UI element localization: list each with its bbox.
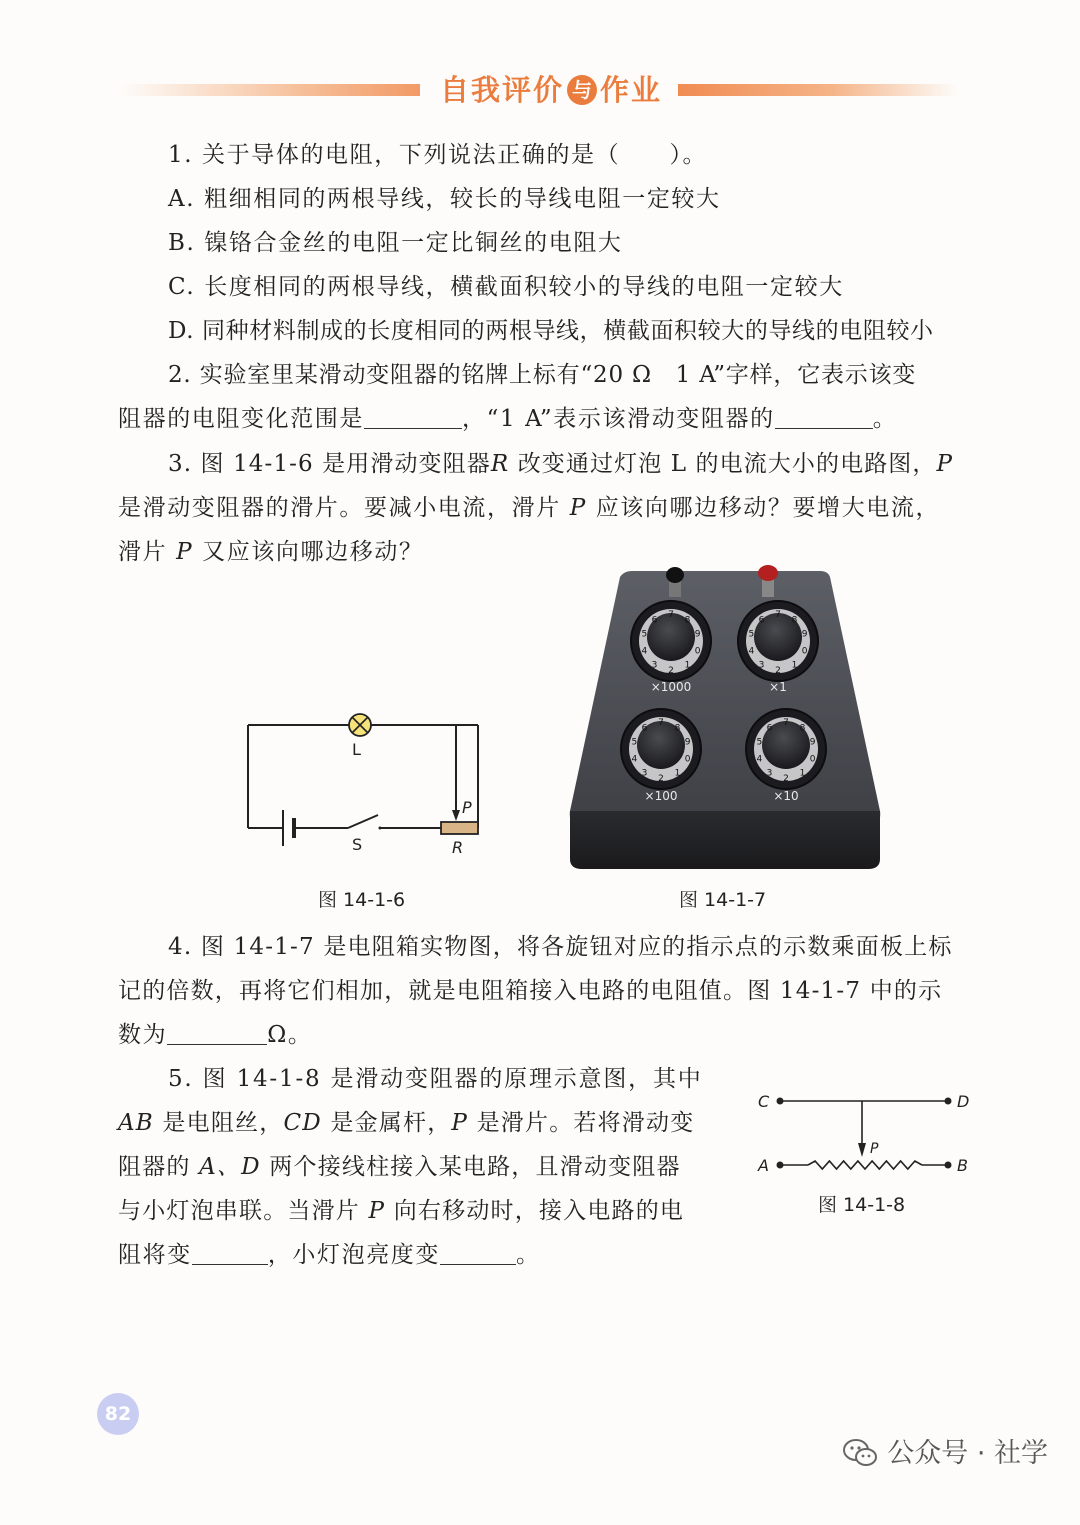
section-header <box>0 70 1080 110</box>
terminal-b-dot <box>945 1162 952 1169</box>
dial-1-digit: 7 <box>668 610 674 620</box>
watermark-text: 公众号 · 社学 <box>887 1438 1048 1469</box>
dial-1-digit: 3 <box>651 660 658 671</box>
dial-1-digit: 1 <box>684 660 691 671</box>
q3-var-p3: P <box>176 539 194 565</box>
q5-var-cd: CD <box>283 1110 322 1136</box>
q5-var-p2: P <box>368 1198 386 1224</box>
section-title <box>440 70 662 110</box>
wiper-arrow <box>452 810 460 821</box>
dial-1-digit: 8 <box>684 615 691 626</box>
q2-text-b: ，“1 A”表示该滑动变阻器的 <box>462 406 775 432</box>
q5-var-ad: A、D <box>199 1154 261 1180</box>
q4-blank <box>167 1022 267 1045</box>
box-panel <box>570 571 881 827</box>
label-p: P <box>870 1141 879 1157</box>
q3-line-1 <box>168 449 953 479</box>
q5-line-4 <box>118 1196 684 1226</box>
terminal-c-dot <box>777 1098 784 1105</box>
fig6-caption: 图 14-1-6 <box>318 889 406 911</box>
q5-text-j: 。 <box>516 1242 541 1268</box>
dial-4-digit: 3 <box>766 768 773 779</box>
dial-3-digit: 7 <box>658 718 664 728</box>
dial-4-digit: 8 <box>799 723 806 734</box>
rheostat-principle-diagram <box>752 1085 982 1185</box>
watermark <box>843 1434 1048 1474</box>
box-base <box>570 811 880 869</box>
dial-1-label: ×1000 <box>650 680 692 694</box>
q3-var-p2: P <box>569 495 587 521</box>
q5-var-p: P <box>451 1110 469 1136</box>
q2-blank-1 <box>364 406 462 429</box>
label-c: C <box>758 1092 770 1111</box>
wechat-icon <box>843 1438 877 1468</box>
q3-text-b: 改变通过灯泡 L 的电流大小的电路图， <box>509 451 937 477</box>
q5-line-3 <box>118 1152 681 1182</box>
dial-2-digit: 4 <box>748 646 755 657</box>
label-a: A <box>758 1156 769 1175</box>
q2-line-2 <box>118 404 897 434</box>
dial-4-digit: 9 <box>809 737 816 748</box>
dial-2-digit: 5 <box>748 629 755 640</box>
q1-stem: 1. 关于导体的电阻，下列说法正确的是（ ）。 <box>168 142 708 168</box>
dial-1-digit: 2 <box>668 666 674 676</box>
dial-3-digit: 8 <box>674 723 681 734</box>
q3-text-e: 滑片 <box>118 539 177 565</box>
dial-3-digit: 5 <box>631 737 638 748</box>
q4-text-b: Ω。 <box>267 1022 313 1048</box>
q5-blank-1 <box>192 1242 268 1265</box>
q3-line-3 <box>118 537 424 567</box>
dial-4-digit: 5 <box>756 737 763 748</box>
q1-option-d: D. 同种材料制成的长度相同的两根导线，横截面积较大的导线的电阻较小 <box>168 318 934 344</box>
q3-var-p: P <box>936 451 954 477</box>
circuit-diagram <box>230 700 500 870</box>
dial-2-digit: 9 <box>801 629 808 640</box>
page-number: 82 <box>97 1393 139 1435</box>
dial-1-digit: 4 <box>641 646 648 657</box>
q2-line-1: 2. 实验室里某滑动变阻器的铭牌上标有“20 Ω 1 A”字样，它表示该变 <box>168 362 917 388</box>
resistance-wire <box>808 1161 922 1169</box>
dial-2-digit: 2 <box>775 666 781 676</box>
dial-1-digit: 6 <box>651 615 658 626</box>
title-part-1: 自我评价 <box>440 73 565 107</box>
q4-line-3 <box>118 1020 312 1050</box>
dial-2-label: ×1 <box>769 680 787 694</box>
header-bar-right <box>678 84 958 96</box>
q5-blank-2 <box>440 1242 516 1265</box>
q5-text-i: ，小灯泡亮度变 <box>267 1242 441 1268</box>
label-b: B <box>957 1156 968 1175</box>
dial-2-digit: 0 <box>801 646 808 657</box>
q5-text-b: 是金属杆， <box>321 1110 452 1136</box>
header-bar-left <box>120 84 420 96</box>
label-d: D <box>957 1092 970 1111</box>
dial-3-digit: 3 <box>641 768 648 779</box>
dial-2-digit: 6 <box>758 615 765 626</box>
dial-1-digit: 9 <box>694 629 701 640</box>
dial-3-digit: 1 <box>674 768 681 779</box>
dial-4-digit: 1 <box>799 768 806 779</box>
switch-label: S <box>352 835 363 854</box>
rheostat-label: R <box>452 838 464 857</box>
dial-2-digit: 1 <box>791 660 798 671</box>
rheostat-symbol <box>441 822 478 834</box>
q5-text-f: 与小灯泡串联。当滑片 <box>118 1198 369 1224</box>
dial-3-digit: 9 <box>684 737 691 748</box>
q3-text-c: 是滑动变阻器的滑片。要减小电流，滑片 <box>118 495 570 521</box>
title-amp-badge: 与 <box>567 75 597 105</box>
q5-text-c: 是滑片。若将滑动变 <box>468 1110 695 1136</box>
fig7-caption: 图 14-1-7 <box>679 889 767 911</box>
dial-2-digit: 8 <box>791 615 798 626</box>
dial-4-digit: 2 <box>783 774 789 784</box>
slider-arrow <box>858 1143 866 1157</box>
q1-option-c: C. 长度相同的两根导线，横截面积较小的导线的电阻一定较大 <box>168 274 844 300</box>
q1-option-a: A. 粗细相同的两根导线，较长的导线电阻一定较大 <box>168 186 721 212</box>
dial-1-digit: 5 <box>641 629 648 640</box>
q5-text-a: 是电阻丝， <box>153 1110 284 1136</box>
q1-option-b: B. 镍铬合金丝的电阻一定比铜丝的电阻大 <box>168 230 623 256</box>
dial-4-digit: 4 <box>756 754 763 765</box>
q4-text-a: 数为 <box>118 1022 168 1048</box>
q5-text-d: 阻器的 <box>118 1154 200 1180</box>
q3-text-d: 应该向哪边移动？要增大电流， <box>586 495 941 521</box>
q5-line-2 <box>118 1108 694 1138</box>
dial-3-digit: 2 <box>658 774 664 784</box>
q3-text-f: 又应该向哪边移动？ <box>193 539 424 565</box>
dial-4-digit: 0 <box>809 754 816 765</box>
q5-line-5 <box>118 1240 541 1270</box>
dial-2-digit: 3 <box>758 660 765 671</box>
q3-line-2 <box>118 493 940 523</box>
q3-text-a: 3. 图 14-1-6 是用滑动变阻器 <box>168 451 491 477</box>
q3-var-r: R <box>490 451 510 477</box>
q2-blank-2 <box>775 406 873 429</box>
title-part-2: 作业 <box>600 73 663 107</box>
dial-3-digit: 0 <box>684 754 691 765</box>
q4-line-2: 记的倍数，再将它们相加，就是电阻箱接入电路的电阻值。图 14-1-7 中的示 <box>118 978 943 1004</box>
dial-4-digit: 6 <box>766 723 773 734</box>
dial-2-digit: 7 <box>775 610 781 620</box>
terminal-a-dot <box>777 1162 784 1169</box>
dial-4-digit: 7 <box>783 718 789 728</box>
dial-1-digit: 0 <box>694 646 701 657</box>
q5-var-ab: AB <box>118 1110 154 1136</box>
dial-3-digit: 6 <box>641 723 648 734</box>
q5-text-g: 向右移动时，接入电路的电 <box>385 1198 685 1224</box>
lamp-label: L <box>352 740 361 759</box>
dial-4-label: ×10 <box>773 789 799 803</box>
dial-3-digit: 4 <box>631 754 638 765</box>
q4-line-1: 4. 图 14-1-7 是电阻箱实物图，将各旋钮对应的指示点的示数乘面板上标 <box>168 934 953 960</box>
dial-3-label: ×100 <box>644 789 678 803</box>
q5-line-1: 5. 图 14-1-8 是滑动变阻器的原理示意图，其中 <box>168 1066 703 1092</box>
wiper-label: P <box>462 798 472 817</box>
q5-text-h: 阻将变 <box>118 1242 192 1268</box>
q2-text-c: 。 <box>872 406 898 432</box>
resistance-box-photo <box>568 563 882 873</box>
q2-text-a: 阻器的电阻变化范围是 <box>118 406 364 432</box>
lamp-symbol <box>349 714 371 736</box>
q5-text-e: 两个接线柱接入某电路，且滑动变阻器 <box>260 1154 681 1180</box>
fig8-caption: 图 14-1-8 <box>818 1194 906 1216</box>
terminal-d-dot <box>945 1098 952 1105</box>
